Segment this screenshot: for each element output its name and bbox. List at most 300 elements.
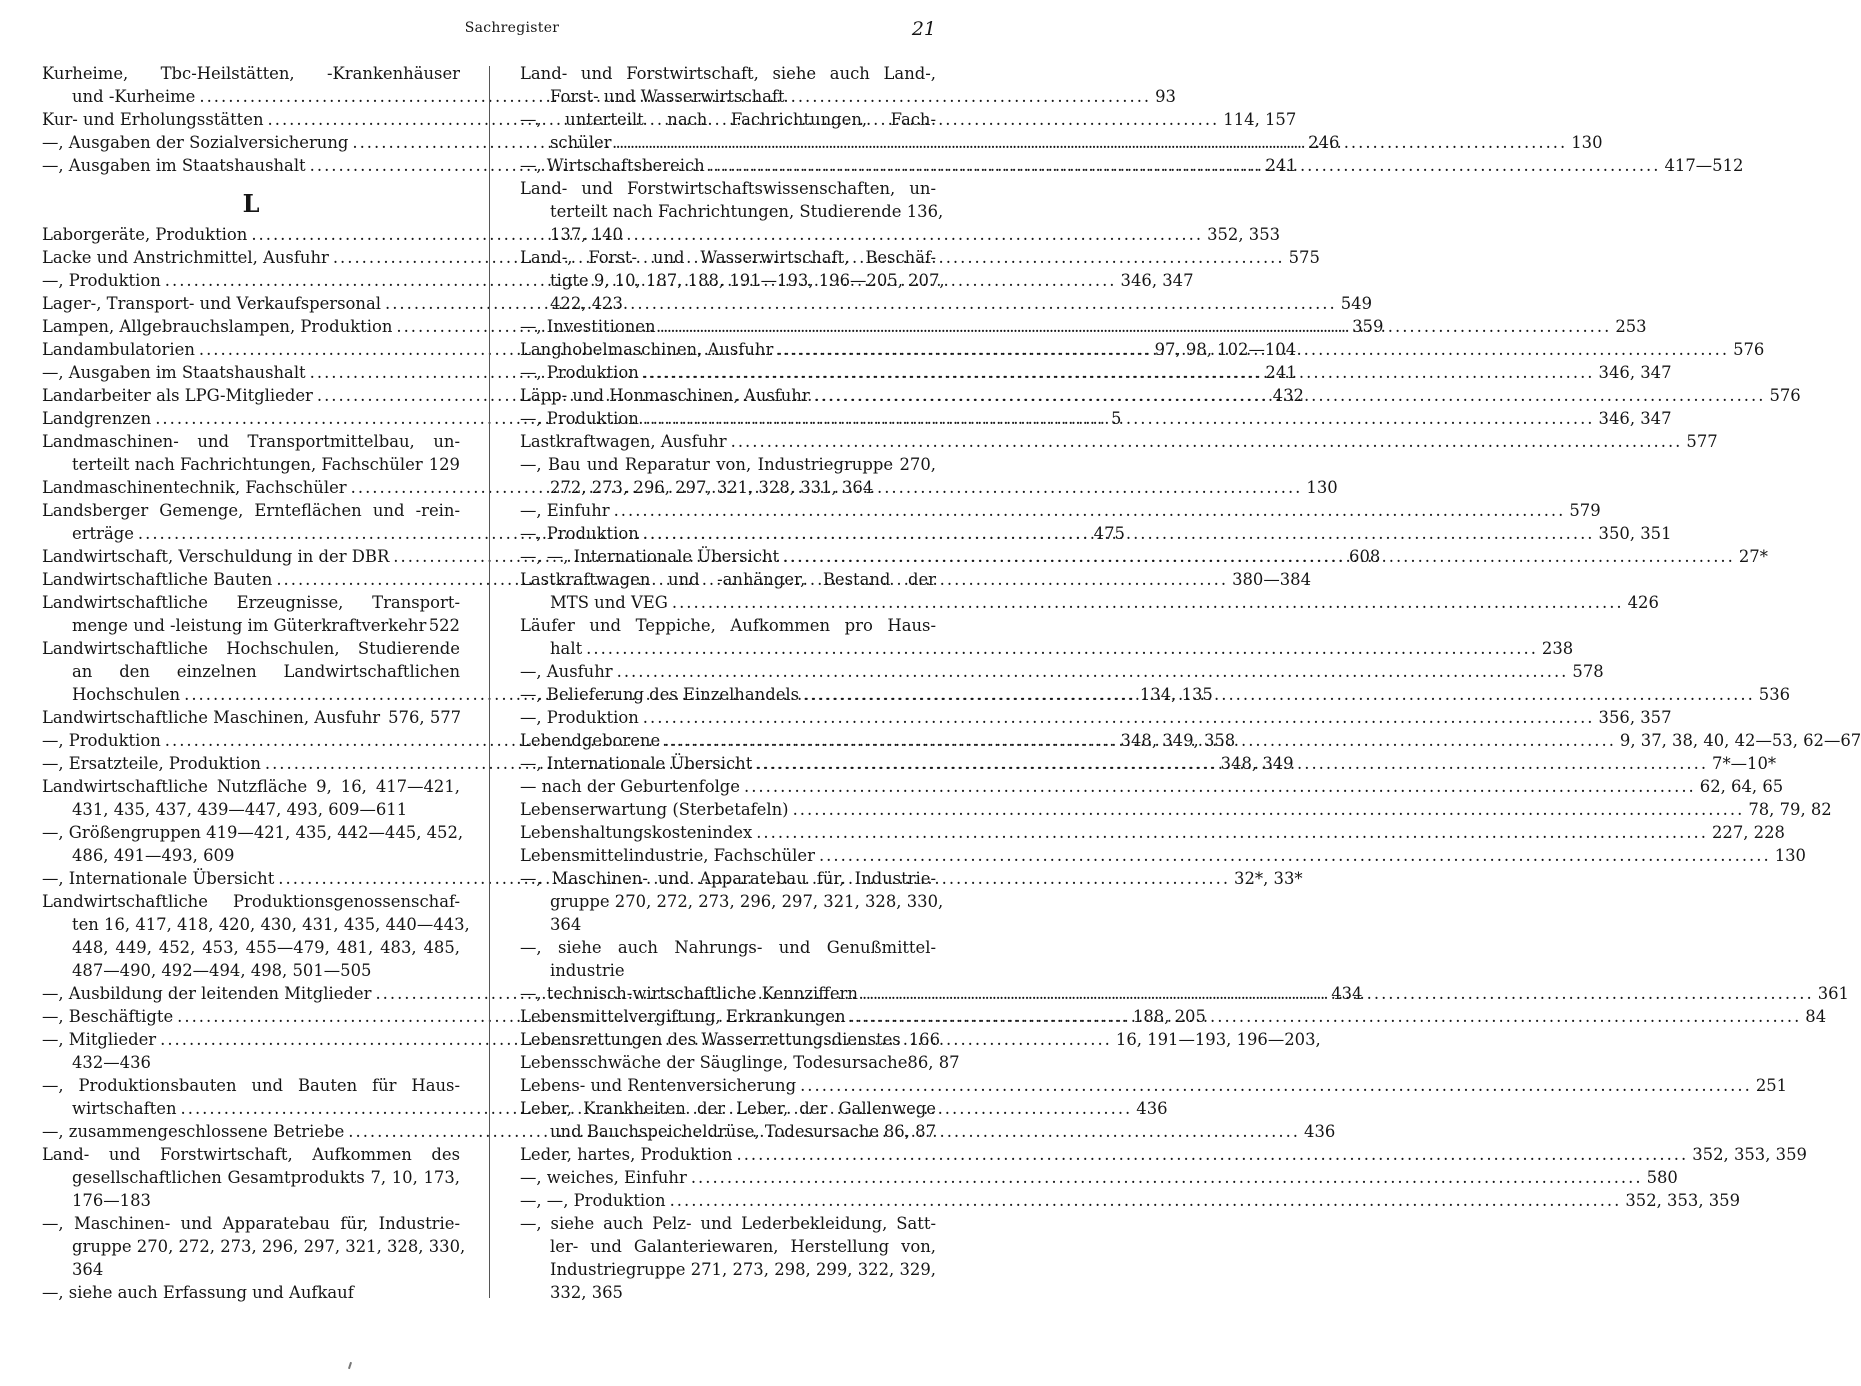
dot-leader [756,821,1708,844]
dot-leader [793,798,1745,821]
entry-term: 486, 491—493, 609 [72,846,235,865]
dot-leader [614,499,1566,522]
index-entry-continuation [520,591,1659,614]
index-entry-continuation [520,1281,936,1304]
entry-term: —, Ausgaben der Sozialversicherung [42,133,349,152]
page-references: 356, 357 [1598,708,1672,727]
entry-term: —, Einfuhr [520,501,610,520]
entry-term: —, Produktion [42,731,161,750]
index-entry-continuation [42,1189,460,1212]
entry-term: —, Belieferung des Einzelhandels [520,685,800,704]
page-references: 346, 347 [1598,363,1672,382]
index-entry [520,1051,960,1074]
entry-term: —, Maschinen- und Apparatebau für, Industrie- [42,1214,460,1233]
page-references: 536 [1758,685,1791,704]
page-references: 348, 349 [1220,754,1294,773]
index-entry-continuation [42,1166,460,1189]
index-entry-continuation [42,1235,466,1258]
entry-term: Lacke und Anstrichmittel, Ausfuhr [42,248,329,267]
entry-term: —, Ausgaben im Staatshaushalt [42,156,306,175]
page-references: 246 [1308,133,1340,152]
entry-term: —, technisch-wirtschaftliche Kennziffern [520,984,858,1003]
page-references: 576 [1733,340,1765,359]
page-references: 9, 37, 38, 40, 42—53, 62—67 [1619,731,1861,750]
index-entry-continuation [42,798,460,821]
entry-term: Läpp- und Honmaschinen, Ausfuhr [520,386,810,405]
index-entry [42,821,464,867]
index-entry-line [520,1143,1807,1166]
entry-term: Landambulatorien [42,340,195,359]
entry-term: wirtschaften [72,1099,177,1118]
entry-term: Lebensmittelindustrie, Fachschüler [520,846,815,865]
index-entry [42,1281,460,1304]
dot-leader [617,660,1569,683]
index-entry [520,430,1718,453]
dot-leader [670,1189,1622,1212]
index-entry-continuation [520,292,936,315]
index-entry-line [520,821,1785,844]
index-entry [520,936,936,982]
index-entry [42,1143,460,1212]
entry-term: —, Investitionen [520,317,656,336]
page-references: 576 [1769,386,1801,405]
page-references: 130 [1306,478,1338,497]
entry-term: Lager-, Transport- und Verkaufspersonal [42,294,381,313]
entry-term: Läufer und Teppiche, Aufkommen pro Haus- [520,616,936,635]
entry-term: —, Ausfuhr [520,662,613,681]
entry-term: Landmaschinentechnik, Fachschüler [42,478,347,497]
page-references: 346, 347 [1120,271,1194,290]
entry-term: 364 [72,1260,104,1279]
index-entry [520,1074,1788,1097]
entry-term: an den einzelnen Landwirtschaftlichen [72,662,460,681]
index-entry-continuation [42,660,460,683]
index-entry-line [520,614,936,637]
page-references: 549 [1340,294,1373,313]
entry-term: terteilt nach Fachrichtungen, Fachschüler [72,455,423,474]
page-references: 188, 205 [1132,1007,1206,1026]
entry-term: tigte 9, 10, 187, 188, 191—193, 196—205, 207, [550,271,945,290]
index-entry-continuation [42,614,460,637]
index-entry [520,1097,936,1143]
index-entry [520,775,1784,798]
index-entry-line [520,108,936,131]
entry-term: halt [550,639,583,658]
index-entry-continuation [42,453,460,476]
entry-term: 431, 435, 437, 439—447, 493, 609—611 [72,800,408,819]
index-entry-line [520,1051,960,1074]
page-references: 84 [1805,1007,1827,1026]
index-entry-line [520,1028,941,1051]
index-entry-line [520,499,1601,522]
index-entry-continuation [42,1258,460,1281]
index-entry-line [520,1166,1678,1189]
entry-term: Landwirtschaftliche Nutzfläche 9, 16, 417—421, [42,777,460,796]
running-title: Sachregister [464,20,560,36]
index-entry [520,1166,1678,1189]
page-references: 130 [1774,846,1806,865]
index-entry [520,499,1601,522]
index-entry [42,430,460,476]
index-entry-line [520,177,936,200]
entry-term: 364 [550,915,582,934]
entry-term: MTS und VEG [550,593,668,612]
index-entry [520,1189,1741,1212]
entry-term: Landmaschinen- und Transportmittelbau, un- [42,432,460,451]
entry-term: Lastkraftwagen, Ausfuhr [520,432,727,451]
entry-term: —, Produktion [520,363,639,382]
index-entry-continuation [520,890,944,913]
entry-term: Lebensrettungen des Wasserrettungsdienstes [520,1030,901,1049]
entry-term: 272, 273, 296, 297, 321, 328, 331, 364 [550,478,874,497]
page-header [0,18,1024,42]
entry-term: 332, 365 [550,1283,623,1302]
page-references: 5 [1110,409,1122,428]
dot-leader [819,844,1771,867]
index-entry-continuation [520,476,936,499]
entry-term: industrie [550,961,625,980]
entry-term: gruppe 270, 272, 273, 296, 297, 321, 328, 330, [550,892,944,911]
index-entry [520,706,1672,729]
index-entry-line [42,499,460,522]
entry-term: 432—436 [72,1053,151,1072]
column-divider [489,66,490,1298]
entry-term: Kur- und Erholungsstätten [42,110,264,129]
entry-term: —, —, Produktion [520,1191,666,1210]
page-references: 241 [1265,363,1297,382]
dot-leader [777,338,1729,361]
index-entry-line [520,867,936,890]
entry-term: —, Größengruppen 419—421, 435, 442—445, 452, [42,823,464,842]
index-entry [42,775,460,821]
page-references: 361 [1817,984,1849,1003]
index-entry [42,890,470,982]
index-entry [520,614,1574,660]
index-entry-line [520,775,1784,798]
page-references: 576, 577 [388,708,462,727]
dot-leader [586,637,1538,660]
page-references: 62, 64, 65 [1699,777,1784,796]
entry-term: Land- und Forstwirtschaft, siehe auch Land-, [520,64,936,83]
page-references: 134, 135 [1139,685,1213,704]
page-references: 426 [1627,593,1659,612]
entry-term: Hochschulen [72,685,181,704]
page-references: 579 [1569,501,1601,520]
index-entry-line [42,430,460,453]
dot-leader [660,315,1612,338]
entry-term: Land-, Forst- und Wasserwirtschaft, Beschäf- [520,248,936,267]
dot-leader [643,407,1595,430]
entry-term: —, siehe auch Erfassung und Aufkauf [42,1283,354,1302]
index-entry-line [42,1281,460,1304]
index-entry-line [42,591,460,614]
index-entry-continuation [520,1120,936,1143]
index-entry [520,798,1832,821]
index-entry-continuation [520,637,1574,660]
dot-leader [783,545,1735,568]
entry-term: Kurheime, Tbc-Heilstätten, -Krankenhäuser [42,64,460,83]
entry-term: —, weiches, Einfuhr [520,1168,687,1187]
entry-term: —, Ausbildung der leitenden Mitglieder [42,984,372,1003]
index-entry-line [42,1074,460,1097]
entry-term: 176—183 [72,1191,151,1210]
index-entry-continuation [520,959,936,982]
dot-leader [615,131,1567,154]
index-entry [520,1212,936,1304]
entry-term: —, unterteilt nach Fachrichtungen, Fach- [520,110,936,129]
entry-term: —, Produktion [520,708,639,727]
index-entry-line [520,246,936,269]
index-entry-line [42,821,464,844]
page-references: 114, 157 [1223,110,1297,129]
page-number: 21 [911,18,936,40]
entry-term: —, zusammengeschlossene Betriebe [42,1122,345,1141]
page-references: 348, 349, 358 [1120,731,1236,750]
index-entry-line [42,1212,460,1235]
dot-leader [664,729,1616,752]
entry-term: —, Produktion [520,524,639,543]
entry-term: —, Wirtschaftsbereich [520,156,705,175]
entry-term: Forst- und Wasserwirtschaft [550,87,785,106]
index-entry-line [520,407,1672,430]
page-references: 417—512 [1664,156,1744,175]
entry-term: Landwirtschaftliche Produktionsgenossenschaf- [42,892,460,911]
page-references: 130 [1571,133,1603,152]
page-references: 93 [1155,87,1176,106]
index-entry [520,660,1604,683]
index-entry [520,1028,941,1051]
index-entry [42,1212,466,1281]
entry-term: —, siehe auch Nahrungs- und Genußmittel- [520,938,936,957]
dot-leader [709,154,1661,177]
index-entry-continuation [520,223,936,246]
page-references: 27* [1738,547,1768,566]
entry-term: Landwirtschaftliche Bauten [42,570,273,589]
entry-term: —, Maschinen- und Apparatebau für, Industrie- [520,869,936,888]
entry-term: —, Bau und Reparatur von, Industriegruppe 270, [520,455,936,474]
page-references: 575 [1288,248,1320,267]
index-entry [520,867,944,936]
entry-term: Lastkraftwagen und -anhänger, Bestand der [520,570,936,589]
index-entry-line [520,1212,936,1235]
dot-leader [744,775,1696,798]
entry-term: Landwirtschaft, Verschuldung in der DBR [42,547,390,566]
dot-leader [850,1005,1802,1028]
index-entry-line [42,890,460,913]
index-entry [520,821,1785,844]
page-references: 129 [428,455,460,474]
index-entry-line [520,798,1832,821]
entry-term: —, Ausgaben im Staatshaushalt [42,363,306,382]
page-references: 475 [1093,524,1125,543]
page-references: 7*—10* [1712,754,1777,773]
page-references: 350, 351 [1598,524,1672,543]
page-references: 359 [1352,317,1384,336]
index-entry-continuation [42,959,460,982]
entry-term: Lebens- und Rentenversicherung [520,1076,797,1095]
dot-leader [643,361,1595,384]
index-entry [42,706,460,729]
entry-term: terteilt nach Fachrichtungen, Studierende 136, [550,202,944,221]
dot-leader [736,1143,1688,1166]
dot-leader [814,384,1766,407]
entry-term: Lebensmittelvergiftung, Erkrankungen [520,1007,846,1026]
entry-term: 448, 449, 452, 453, 455—479, 481, 483, 485, [72,938,460,957]
index-entry-continuation [520,913,936,936]
index-entry-line [520,1074,1788,1097]
index-entry-continuation [42,913,470,936]
entry-term: Lebensschwäche der Säuglinge, Todesursache [520,1053,908,1072]
entry-term: schüler [550,133,612,152]
index-entry [520,246,945,315]
index-entry-line [520,1189,1741,1212]
page-references: 352, 353, 359 [1692,1145,1807,1164]
dot-leader [691,1166,1643,1189]
entry-term: gesellschaftlichen Gesamtprodukts 7, 10, 173, [72,1168,460,1187]
entry-term: — nach der Geburtenfolge [520,777,741,796]
page-references: 352, 353 [1207,225,1281,244]
dot-leader [756,752,1708,775]
dot-leader [643,522,1595,545]
entry-term: und -Kurheime [72,87,196,106]
index-entry-line [520,936,936,959]
page-references: 86, 87 [883,1122,936,1141]
entry-term: Landarbeiter als LPG-Mitglieder [42,386,313,405]
entry-term: Lebenserwartung (Sterbetafeln) [520,800,789,819]
dot-leader [803,683,1755,706]
entry-term: Landsberger Gemenge, Ernteflächen und -rein- [42,501,460,520]
entry-term: —, Produktionsbauten und Bauten für Haus- [42,1076,460,1095]
index-entry-continuation [42,844,460,867]
index-entry-line [520,453,936,476]
page-references: 608 [1349,547,1381,566]
entry-term: 137, 140 [550,225,623,244]
page-references: 227, 228 [1711,823,1785,842]
entry-term: —, Produktion [520,409,639,428]
index-entry-line [520,1097,936,1120]
entry-term: Lebenshaltungskostenindex [520,823,753,842]
index-entry [520,844,1806,867]
entry-term: erträge [72,524,134,543]
page-references: 166 [908,1030,941,1049]
index-entry [42,591,460,637]
page-references: 32*, 33* [1234,869,1303,888]
entry-term: Landgrenzen [42,409,152,428]
dot-leader [731,430,1683,453]
page-references: 241 [1265,156,1297,175]
page-references: 97, 98, 102—104 [1154,340,1297,359]
page-references: 253 [1615,317,1647,336]
index-entry [520,1143,1807,1166]
entry-term: —, Beschäftigte [42,1007,174,1026]
index-entry [520,453,936,499]
index-entry-continuation [42,936,460,959]
page-references: 436 [1136,1099,1168,1118]
index-entry-line [42,775,460,798]
index-entry [520,62,936,108]
entry-term: Lebendgeborene [520,731,661,750]
index-entry-line [42,637,460,660]
section-heading: L [242,189,260,218]
entry-term: gruppe 270, 272, 273, 296, 297, 321, 328, 330, [72,1237,466,1256]
entry-term: Langhobelmaschinen, Ausfuhr [520,340,774,359]
page-references: 238 [1541,639,1574,658]
entry-term: —, Internationale Übersicht [42,869,275,888]
page-references: 577 [1686,432,1718,451]
entry-term: Landwirtschaftliche Hochschulen, Studierende [42,639,460,658]
page-references: 580 [1646,1168,1678,1187]
entry-term: —, Internationale Übersicht [520,754,753,773]
entry-term: Industriegruppe 271, 273, 298, 299, 322, 329, [550,1260,936,1279]
entry-term: Landwirtschaftliche Maschinen, Ausfuhr [42,708,381,727]
index-entry-continuation [520,1258,936,1281]
index-entry-line [520,62,936,85]
index-entry-line [42,1143,460,1166]
index-entry [520,407,1672,430]
index-entry-line [520,706,1672,729]
dot-leader [800,1074,1752,1097]
entry-term: —, —, Internationale Übersicht [520,547,780,566]
dot-leader [643,706,1595,729]
index-entry [520,177,944,246]
index-entry-line [520,660,1604,683]
page-references: 78, 79, 82 [1748,800,1832,819]
entry-term: —, Ersatzteile, Produktion [42,754,261,773]
index-entry-line [42,706,460,729]
page-references: 380—384 [1232,570,1312,589]
index-entry-line [520,430,1718,453]
entry-term: 487—490, 492—494, 498, 501—505 [72,961,372,980]
index-entry-line [520,844,1806,867]
page-references: 86, 87 [907,1053,960,1072]
dot-leader [862,982,1814,1005]
dot-leader [672,591,1624,614]
entry-term: und Bauchspeicheldrüse, Todesursache [550,1122,880,1141]
entry-term: —, Produktion [42,271,161,290]
page-references: 346, 347 [1598,409,1672,428]
print-speck [348,1362,352,1369]
entry-term: Laborgeräte, Produktion [42,225,248,244]
entry-term: menge und -leistung im Güterkraftverkehr [72,616,427,635]
page-references: 434 [1331,984,1363,1003]
entry-term: 422, 423 [550,294,623,313]
index-entry-line [520,568,936,591]
page-references: 522 [428,616,460,635]
entry-term: ten 16, 417, 418, 420, 430, 431, 435, 440—443, [72,915,470,934]
page-references: 352, 353, 359 [1625,1191,1741,1210]
entry-term: Land- und Forstwirtschaftswissenschaften, un- [520,179,936,198]
entry-term: Leber, Krankheiten der Leber, der Gallenwege [520,1099,936,1118]
entry-term: —, Mitglieder [42,1030,157,1049]
index-entry-continuation [520,85,936,108]
index-entry-continuation [520,200,944,223]
entry-term: Lampen, Allgebrauchslampen, Produktion [42,317,393,336]
page-references: 16, 191—193, 196—203, [1115,1030,1321,1049]
index-entry-continuation [520,269,945,292]
page-references: 436 [1304,1122,1336,1141]
entry-term: Leder, hartes, Produktion [520,1145,733,1164]
page-references: 432 [1272,386,1304,405]
entry-term: —, siehe auch Pelz- und Lederbekleidung, Satt- [520,1214,936,1233]
page-references: 578 [1572,662,1604,681]
index-entry-continuation [42,1051,460,1074]
page-references: 251 [1755,1076,1788,1095]
entry-term: ler- und Galanteriewaren, Herstellung von, [550,1237,936,1256]
index-entry-line [42,62,460,85]
index-entry-continuation [520,1235,936,1258]
entry-term: Land- und Forstwirtschaft, Aufkommen des [42,1145,460,1164]
entry-term: Landwirtschaftliche Erzeugnisse, Transport- [42,593,460,612]
